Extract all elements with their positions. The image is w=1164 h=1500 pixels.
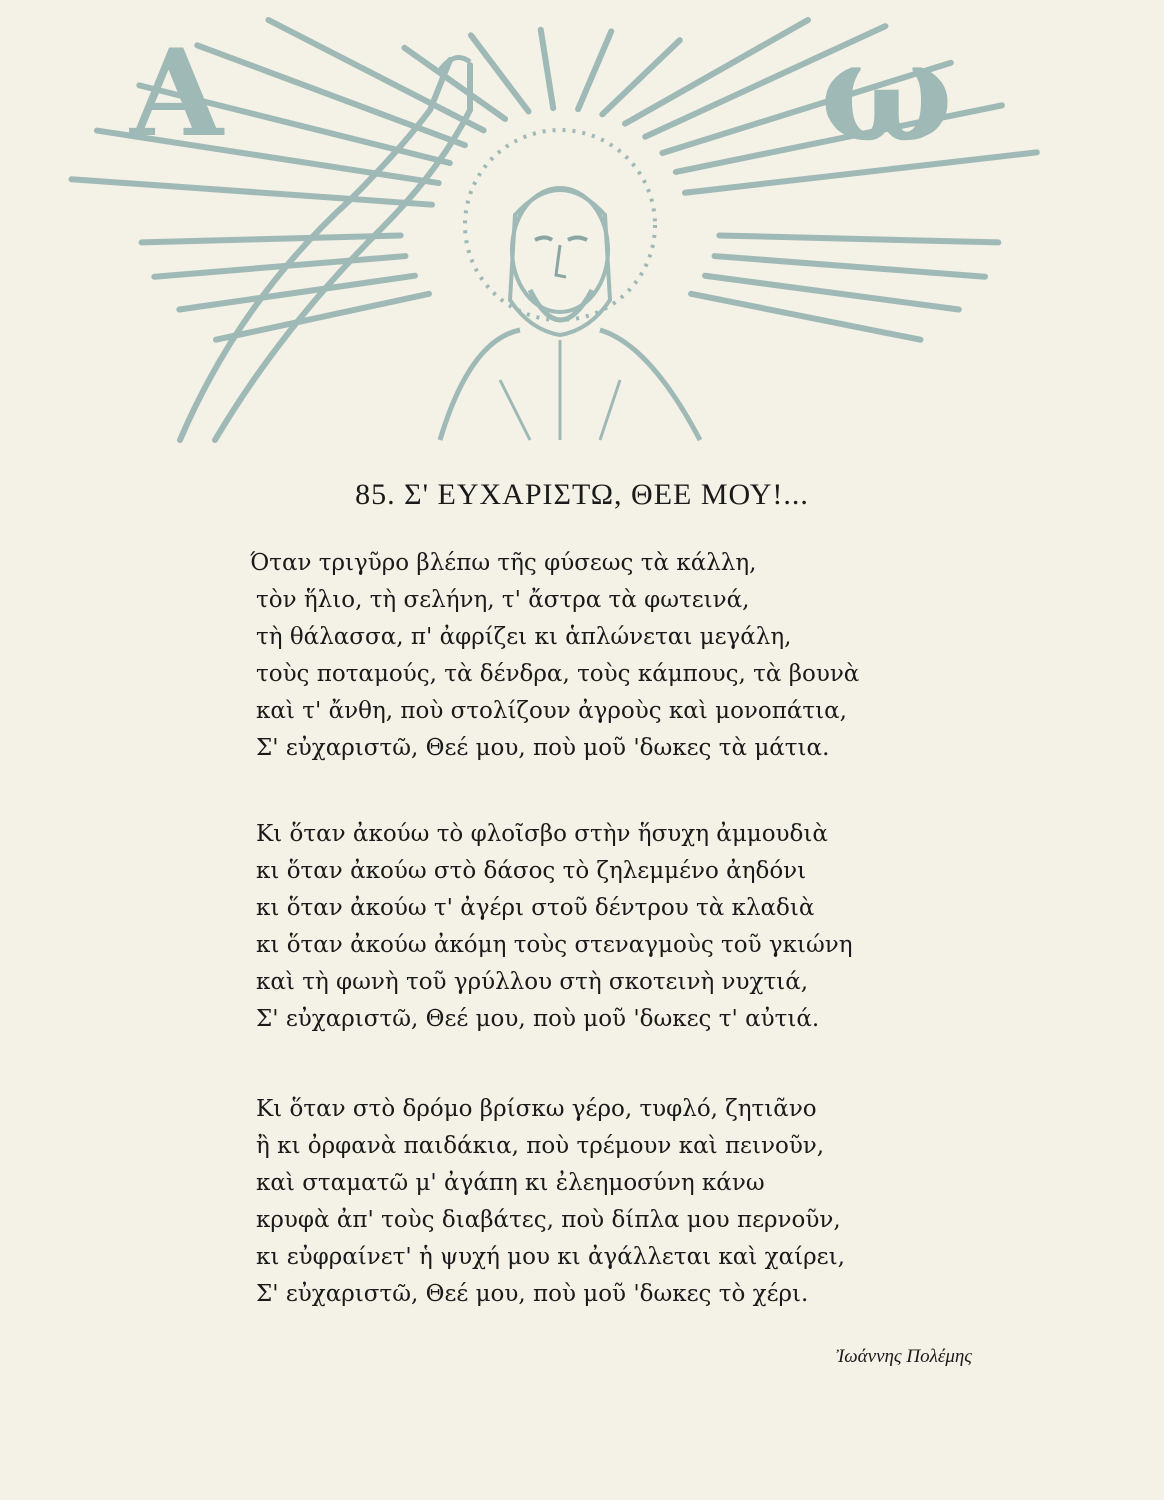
christ-illustration xyxy=(0,0,1164,460)
poem-line: Σ' εὐχαριστῶ, Θεέ μου, ποὺ μοῦ 'δωκες τὸ χέρι. xyxy=(256,1281,809,1307)
poem-line: κρυφὰ ἀπ' τοὺς διαβάτες, ποὺ δίπλα μου περνοῦν, xyxy=(256,1207,841,1233)
poem-line: καὶ τ' ἄνθη, ποὺ στολίζουν ἀγροὺς καὶ μονοπάτια, xyxy=(256,698,847,724)
poem-line: ἢ κι ὀρφανὰ παιδάκια, ποὺ τρέμουν καὶ πεινοῦν, xyxy=(256,1133,825,1159)
poem-title: 85. Σ' ΕΥΧΑΡΙΣΤΩ, ΘΕΕ ΜΟΥ!... xyxy=(355,478,809,511)
poem-line: κι ὅταν ἀκούω ἀκόμη τοὺς στεναγμοὺς τοῦ γκιώνη xyxy=(256,932,853,958)
poem-line: Σ' εὐχαριστῶ, Θεέ μου, ποὺ μοῦ 'δωκες τὰ μάτια. xyxy=(256,735,830,761)
stanza-3 xyxy=(250,1091,1010,1313)
omega-letter: ω xyxy=(820,10,954,174)
sun-ray xyxy=(541,30,553,108)
sun-ray xyxy=(602,40,679,114)
poem-line: Κι ὅταν ἀκούω τὸ φλοῖσβο στὴν ἥσυχη ἀμμουδιὰ xyxy=(256,821,828,847)
stanza-1 xyxy=(250,545,1010,767)
poem-line: Κι ὅταν στὸ δρόμο βρίσκω γέρο, τυφλό, ζητιᾶνο xyxy=(256,1096,817,1122)
sun-ray xyxy=(72,179,432,204)
poem-line: Σ' εὐχαριστῶ, Θεέ μου, ποὺ μοῦ 'δωκες τ' αὐτιά. xyxy=(256,1006,820,1032)
poem-line: κι εὐφραίνετ' ἡ ψυχή μου κι ἀγάλλεται καὶ χαίρει, xyxy=(256,1244,845,1270)
sun-ray xyxy=(715,256,985,277)
poem-line: τὴ θάλασσα, π' ἀφρίζει κι ἁπλώνεται μεγάλη, xyxy=(256,624,792,650)
poem-line: κι ὅταν ἀκούω τ' ἀγέρι στοῦ δέντρου τὰ κλαδιὰ xyxy=(256,895,815,921)
poem-line: καὶ τὴ φωνὴ τοῦ γρύλλου στὴ σκοτεινὴ νυχτιά, xyxy=(256,969,809,995)
alpha-letter: A xyxy=(130,23,224,164)
sun-ray xyxy=(719,235,998,242)
poem-line: τὸν ἥλιο, τὴ σελήνη, τ' ἄστρα τὰ φωτεινά, xyxy=(256,587,750,613)
poem-line: Όταν τριγῦρο βλέπω τῆς φύσεως τὰ κάλλη, xyxy=(250,550,757,576)
poem-line: κι ὅταν ἀκούω στὸ δάσος τὸ ζηλεμμένο ἀηδόνι xyxy=(256,858,807,884)
poem-author: Ἰωάννης Πολέμης xyxy=(836,1346,972,1367)
poem-line: καὶ σταματῶ μ' ἀγάπη κι ἐλεημοσύνη κάνω xyxy=(256,1170,765,1196)
sun-ray xyxy=(578,31,611,109)
poem-line: τοὺς ποταμούς, τὰ δένδρα, τοὺς κάμπους, τὰ βουνὰ xyxy=(256,661,860,687)
sun-ray xyxy=(142,235,401,242)
stanza-2 xyxy=(250,816,1010,1038)
